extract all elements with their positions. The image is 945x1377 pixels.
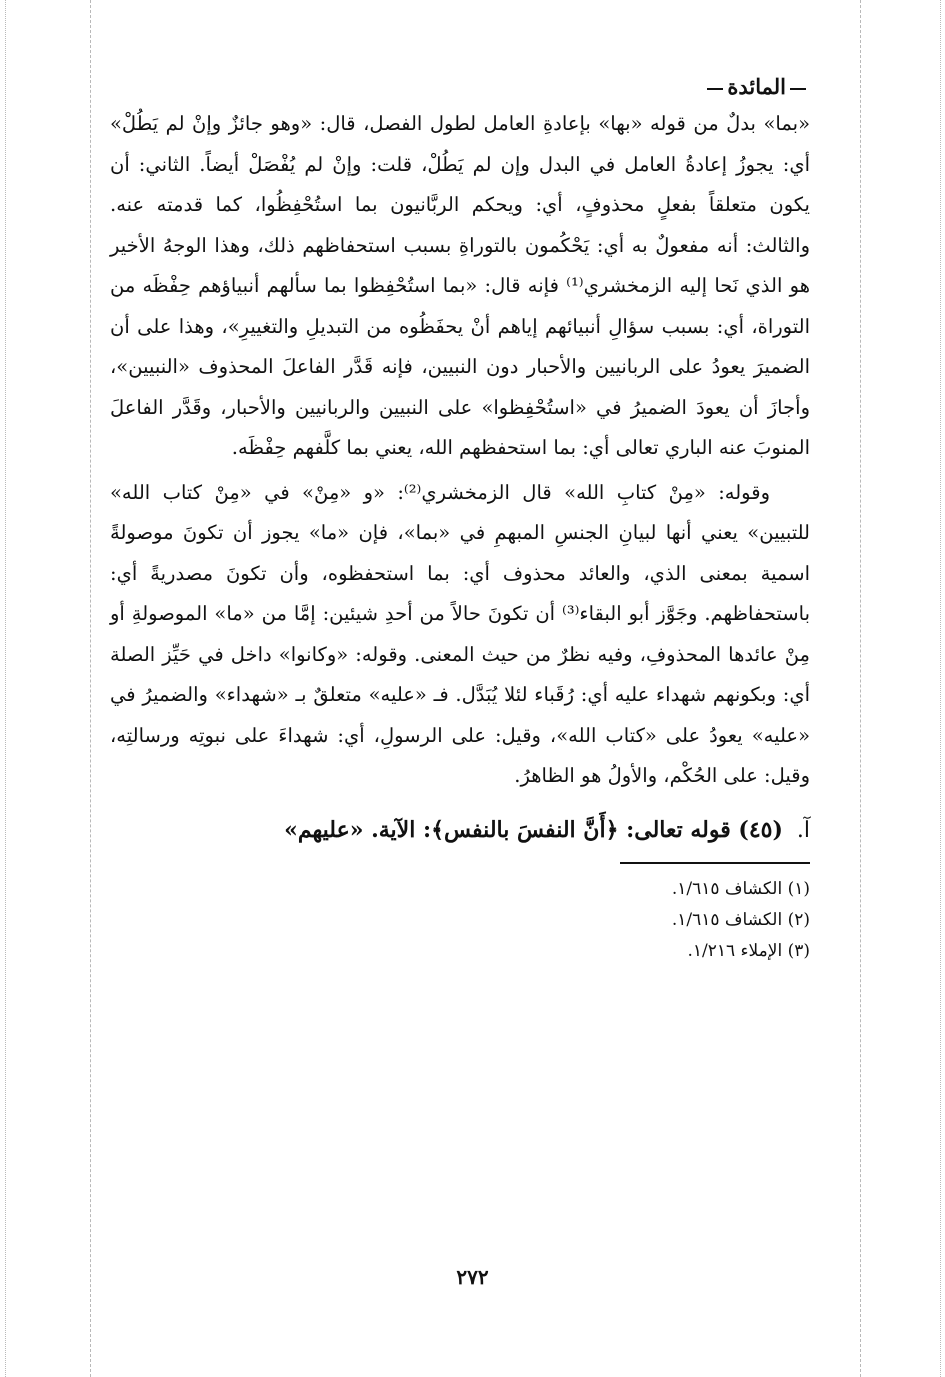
running-head — [110, 70, 810, 104]
verse-heading — [110, 807, 810, 854]
scan-guide-outer-left — [5, 0, 6, 1377]
scan-guide-left — [90, 0, 91, 1377]
book-page — [110, 70, 810, 967]
body-paragraph: «بما» بدلٌ من قوله «بها» بإعادةِ العامل لطول الفصل، قال: «وهو جائزٌ وإنْ لم يَطُلْ» أي: يجوزُ إعادةُ العامل في البدل وإن لم يَطُلْ، قلت: وإنْ لم يُفْصَلْ أيضاً. الثاني: أن يكون متعلقاً بفعلٍ محذوفٍ، أي: ويحكم الربَّانيون بما استُحْفِظُوا، كما قدمته عنه. والثالث: أنه مفعولٌ به أي: يَحْكُمون بالتوراةِ بسبب استحفاظهم ذلك، وهذا الوجهُ الأخير هو الذي نَحا إليه الزمخشري⁽¹⁾ فإنه قال: «بما استُحْفِظوا بما سألهم أنبياؤهم حِفْظَه من التوراة، أي: بسبب سؤالِ أنبيائهم إياهم أنْ يحفَظُوه من التبديلِ والتغييرِ»، وهذا على أن الضميرَ يعودُ على الربانيين والأحبار دون النبيين، فإنه قَدَّر الفاعلَ المحذوف «النبيين»، وأجازَ أن يعودَ الضميرُ في «استُحْفِظوا» على النبيين والربانيين والأحبار، وقَدَّر الفاعلَ المنوبَ عنه الباري تعالى أي: بما استحفظهم الله، يعني بما كلَّفهم حِفْظَه. — [110, 112, 810, 459]
footnote-item: (١) الكشاف ١/٦١٥. — [671, 878, 810, 899]
footnote-item: (٢) الكشاف ١/٦١٥. — [671, 909, 810, 930]
scan-guide-right — [860, 0, 861, 1377]
footnotes-list — [110, 874, 810, 967]
page-number: ٢٧٢ — [456, 1265, 489, 1289]
running-head-dash — [790, 88, 806, 90]
body-paragraph: وقوله: «مِنْ كتابِ الله» قال الزمخشري⁽²⁾: «و «مِنْ» في «مِنْ كتاب الله» للتبيين» يعني أنها لبيانِ الجنسِ المبهمِ في «بما»، فإن «ما» يجوز أن تكونَ موصولةً اسمية بمعنى الذي، والعائد محذوف أي: بما استحفظوه، وأن تكونَ مصدريةً أي: باستحفاظهم. وجَوَّز أبو البقاء⁽³⁾ أن تكونَ حالاً من أحدِ شيئين: إمَّا من «ما» الموصولةِ أو مِنْ عائدها المحذوفِ، وفيه نظرٌ من حيث المعنى. وقوله: «وكانوا» داخل في حَيِّز الصلة أي: وبكونهم شهداء عليه أي: رُقَباء لئلا يُبَدَّل. فـ «عليه» متعلقٌ بـ «شهداء» والضميرُ في «عليه» يعودُ على «كتاب الله»، وقيل: على الرسولِ، أي: شهداءَ على نبوتِه ورسالتِه، وقيل: على الحُكْم، والأولُ هو الظاهرُ. — [110, 480, 810, 787]
footnote-item: (٣) الإملاء ١/٢١٦. — [687, 940, 810, 961]
verse-heading-text: (٤٥) قوله تعالى: ﴿أَنَّ النفسَ بالنفس﴾: الآية. «عليهم» — [284, 816, 783, 843]
verse-heading-label: آ. — [796, 817, 810, 843]
scan-guide-outer-right — [940, 0, 941, 1377]
running-head-dash — [707, 88, 723, 90]
footnote-separator — [620, 862, 810, 864]
running-head-title: المائدة — [727, 74, 786, 99]
